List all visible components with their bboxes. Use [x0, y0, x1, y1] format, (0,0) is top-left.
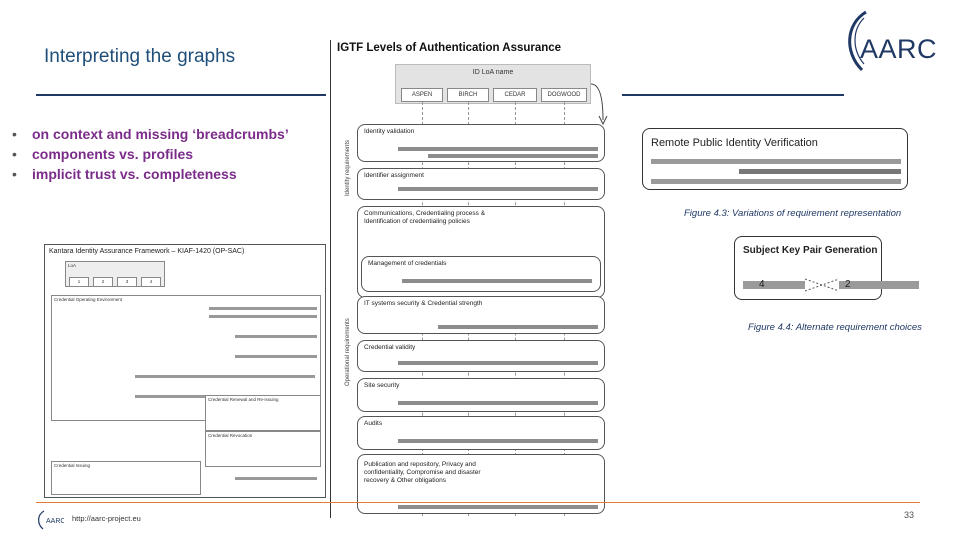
page-number: 33 [904, 510, 915, 520]
title-underline-right [622, 94, 844, 96]
skp-bar [839, 281, 919, 289]
loa-cell: CEDAR [493, 88, 537, 102]
kantara-section-title: Credential Operating Environment [54, 297, 123, 302]
skp-left-value: 4 [759, 279, 765, 290]
kantara-section [205, 395, 321, 431]
requirement-bar [398, 401, 598, 405]
requirement-bar [398, 361, 598, 365]
bullet-list [12, 124, 289, 184]
requirement-bar [398, 187, 598, 191]
figure-caption: Figure 4.3: Variations of requirement representation [684, 208, 902, 219]
kantara-bar [135, 375, 315, 378]
rpiv-bar [739, 169, 901, 174]
skp-right-value: 2 [845, 279, 851, 290]
kantara-bar [235, 477, 317, 480]
side-label-identity: Identity requirements [345, 139, 351, 196]
bullet-text: on context and missing ‘breadcrumbs’ [32, 126, 289, 142]
requirement-title: Audits [364, 420, 383, 427]
loa-header-label: ID LoA name [472, 69, 514, 76]
bullet-text: implicit trust vs. completeness [32, 166, 237, 182]
requirement-bar [398, 147, 598, 151]
cross-arrow-icon [803, 275, 841, 295]
logo-text: AARC [860, 34, 938, 64]
requirement-title: Communications, Credentialing process & Identification of credentialing policies [364, 210, 486, 225]
bullet-item [12, 144, 289, 164]
kantara-section-title: Credential Renewal and Re-issuing [208, 397, 279, 402]
requirement-title: Identifier assignment [364, 172, 424, 179]
kantara-section-title: Credential Issuing [54, 463, 91, 468]
arrow-icon [589, 80, 609, 128]
rpiv-title: Remote Public Identity Verification [651, 137, 818, 149]
title-underline [36, 94, 326, 96]
aarc-small-logo-icon [36, 510, 64, 530]
kantara-loa-level: 2 [93, 277, 113, 287]
requirement-box [357, 296, 605, 334]
requirement-title: Site security [364, 382, 400, 389]
requirement-title: Management of credentials [368, 260, 447, 267]
rpiv-bar [651, 159, 901, 164]
requirement-box [361, 256, 601, 292]
footer-rule [36, 502, 920, 503]
kantara-section [51, 461, 201, 495]
kantara-loa-label: LoA [68, 263, 77, 268]
requirement-box [357, 416, 605, 450]
igtf-figure [330, 40, 622, 518]
loa-cell: DOGWOOD [541, 88, 587, 102]
side-label-operational: Operational requirements [345, 318, 351, 386]
kantara-bar [235, 355, 317, 358]
kantara-loa-level: 3 [117, 277, 137, 287]
footer-logo-text: AARC [46, 518, 64, 525]
requirement-title: Identity validation [364, 128, 415, 135]
footer-logo [36, 510, 64, 530]
kantara-bar [235, 335, 317, 338]
bullet-text: components vs. profiles [32, 146, 194, 162]
requirement-title: Credential validity [364, 344, 416, 351]
figure-caption: Figure 4.4: Alternate requirement choices [748, 322, 922, 333]
requirement-title: IT systems security & Credential strength [364, 300, 483, 307]
requirement-box [357, 124, 605, 162]
kantara-bar [209, 315, 317, 318]
footer-url[interactable]: http://aarc-project.eu [72, 514, 141, 523]
kantara-loa-level: 4 [141, 277, 161, 287]
requirement-bar [398, 505, 598, 509]
bullet-item [12, 124, 289, 144]
kantara-section-title: Credential Revocation [208, 433, 253, 438]
requirement-bar [428, 154, 598, 158]
requirement-box [357, 168, 605, 200]
requirement-box [357, 378, 605, 412]
bullet-dot-icon: • [12, 126, 17, 142]
requirement-box [357, 454, 605, 514]
skp-title: Subject Key Pair Generation [743, 245, 878, 256]
rpiv-figure [642, 128, 908, 190]
loa-cell: ASPEN [401, 88, 443, 102]
requirement-box [357, 340, 605, 372]
bullet-item [12, 164, 289, 184]
requirement-bar [402, 279, 592, 283]
requirement-bar [438, 325, 598, 329]
igtf-title: IGTF Levels of Authentication Assurance [337, 42, 562, 54]
kantara-bar [209, 307, 317, 310]
bullet-dot-icon: • [12, 166, 17, 182]
requirement-title: Publication and repository, Privacy and confidentiality, Compromise and disaster recovery & Other obligations [364, 461, 481, 484]
slide-title: Interpreting the graphs [44, 46, 236, 67]
kantara-section [205, 431, 321, 467]
aarc-logo [842, 10, 942, 76]
rpiv-bar [651, 179, 901, 184]
kantara-loa-level: 1 [69, 277, 89, 287]
kantara-figure [44, 244, 326, 498]
requirement-bar [398, 439, 598, 443]
skp-figure [734, 236, 882, 300]
loa-cell: BIRCH [447, 88, 489, 102]
bullet-dot-icon: • [12, 146, 17, 162]
skp-bar [743, 281, 805, 289]
kantara-title: Kantara Identity Assurance Framework – KIAF-1420 (OP-SAC) [49, 248, 245, 255]
